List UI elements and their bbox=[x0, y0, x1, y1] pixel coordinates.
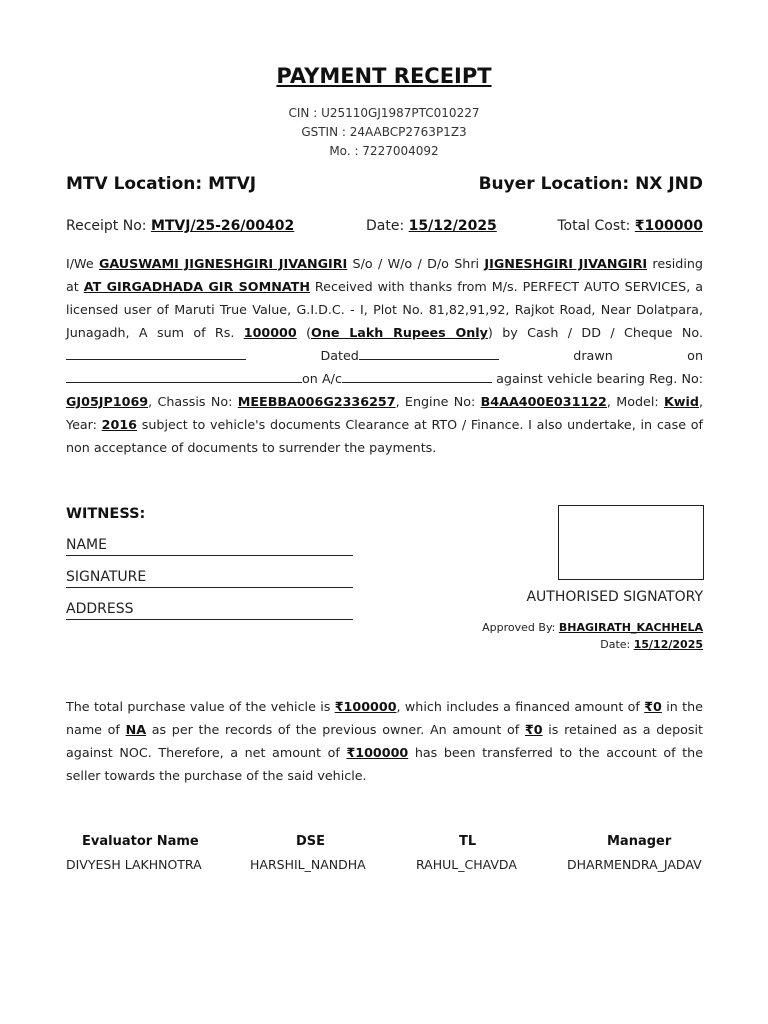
body-text: against vehicle bearing Reg. No: bbox=[491, 371, 703, 386]
account-blank bbox=[342, 369, 492, 383]
evaluator-role: Evaluator Name bbox=[82, 834, 199, 849]
previous-owner-name: NA bbox=[125, 722, 147, 737]
summary-text: as per the records of the previous owner. An amount of bbox=[146, 722, 525, 737]
witness-name-line: NAME bbox=[66, 537, 353, 556]
dse-role: DSE bbox=[296, 834, 326, 849]
chassis-number: MEEBBA006G2336257 bbox=[237, 394, 396, 409]
approval-date-value: 15/12/2025 bbox=[633, 638, 703, 651]
total-cost-label: Total Cost: bbox=[557, 218, 635, 234]
approval-date-label: Date: bbox=[600, 638, 634, 651]
authorised-signatory-label: AUTHORISED SIGNATORY bbox=[526, 589, 703, 605]
reg-number: GJ05JP1069 bbox=[66, 394, 149, 409]
manager-role: Manager bbox=[607, 834, 672, 849]
summary-paragraph bbox=[66, 695, 703, 787]
receipt-date-value: 15/12/2025 bbox=[408, 218, 497, 234]
amount-words: One Lakh Rupees Only bbox=[311, 325, 488, 340]
witness-signature-line: SIGNATURE bbox=[66, 569, 353, 588]
amount-figure: 100000 bbox=[243, 325, 297, 340]
receipt-date bbox=[366, 218, 497, 234]
body-text: S/o / W/o / D/o Shri bbox=[347, 256, 485, 271]
mobile-text: Mo. : 7227004092 bbox=[329, 144, 439, 158]
engine-number: B4AA400E031122 bbox=[480, 394, 607, 409]
cheque-no-blank bbox=[66, 346, 246, 360]
financed-amount: ₹0 bbox=[644, 699, 662, 714]
approved-by-value: BHAGIRATH_KACHHELA bbox=[558, 621, 703, 634]
tl-role: TL bbox=[459, 834, 477, 849]
total-purchase-value: ₹100000 bbox=[334, 699, 397, 714]
body-text: , Engine No: bbox=[395, 394, 481, 409]
evaluator-name: DIVYESH LAKHNOTRA bbox=[66, 857, 202, 872]
summary-text: has been transferred to the account of the seller towards the purchase of the said vehicle. bbox=[66, 745, 704, 783]
approved-by bbox=[482, 621, 703, 634]
witness-address-line: ADDRESS bbox=[66, 601, 353, 620]
body-text: I/We bbox=[66, 256, 99, 271]
body-text: residing at bbox=[66, 256, 703, 294]
receipt-number-label: Receipt No: bbox=[66, 218, 151, 234]
payer-name: GAUSWAMI JIGNESHGIRI JIVANGIRI bbox=[98, 256, 348, 271]
mtv-location: MTV Location: MTVJ bbox=[66, 174, 257, 194]
vehicle-model: Kwid bbox=[663, 394, 699, 409]
body-text: , Year: bbox=[66, 394, 703, 432]
page-title: PAYMENT RECEIPT bbox=[276, 64, 492, 88]
signature-box bbox=[558, 505, 704, 580]
body-text: ) by Cash / DD / Cheque No. bbox=[487, 325, 703, 340]
approval-date bbox=[600, 638, 703, 651]
summary-text: is retained as a deposit against NOC. Therefore, a net amount of bbox=[66, 722, 703, 760]
receipt-number bbox=[66, 218, 294, 234]
approved-by-label: Approved By: bbox=[482, 621, 559, 634]
summary-text: in the name of bbox=[66, 699, 703, 737]
body-text: , Chassis No: bbox=[148, 394, 238, 409]
receipt-date-label: Date: bbox=[366, 218, 409, 234]
payer-address: AT GIRGADHADA GIR SOMNATH bbox=[83, 279, 310, 294]
father-name: JIGNESHGIRI JIVANGIRI bbox=[484, 256, 648, 271]
dated-blank bbox=[359, 346, 499, 360]
summary-text: , which includes a financed amount of bbox=[396, 699, 645, 714]
body-text: on A/c bbox=[302, 371, 342, 386]
cin-text: CIN : U25110GJ1987PTC010227 bbox=[288, 106, 480, 120]
vehicle-year: 2016 bbox=[101, 417, 137, 432]
body-text: drawn on bbox=[498, 348, 703, 363]
body-text: Dated bbox=[246, 348, 359, 363]
buyer-location: Buyer Location: NX JND bbox=[478, 174, 703, 194]
witness-heading: WITNESS: bbox=[66, 506, 146, 522]
body-text: Received with thanks from M/s. PERFECT AUTO SERVICES, a licensed user of Maruti True Value, G.I.D.C. - I, Plot No. 81,82,91,92, Rajkot Road, Near Dolatpara, Junagadh, A sum of Rs. bbox=[66, 279, 703, 340]
tl-name: RAHUL_CHAVDA bbox=[416, 857, 517, 872]
receipt-body bbox=[66, 252, 703, 459]
gstin-text: GSTIN : 24AABCP2763P1Z3 bbox=[301, 125, 467, 139]
body-text: ( bbox=[296, 325, 312, 340]
total-cost bbox=[557, 218, 703, 234]
body-text: subject to vehicle's documents Clearance at RTO / Finance. I also undertake, in case of non acceptance of documents to surrender the payments. bbox=[66, 417, 703, 455]
body-text: , Model: bbox=[606, 394, 664, 409]
net-amount: ₹100000 bbox=[346, 745, 409, 760]
summary-text: The total purchase value of the vehicle is bbox=[66, 699, 335, 714]
dse-name: HARSHIL_NANDHA bbox=[250, 857, 366, 872]
manager-name: DHARMENDRA_JADAV bbox=[567, 857, 702, 872]
drawn-on-blank bbox=[66, 369, 302, 383]
receipt-number-value: MTVJ/25-26/00402 bbox=[150, 218, 295, 234]
total-cost-value: ₹100000 bbox=[634, 218, 703, 234]
retained-amount: ₹0 bbox=[524, 722, 543, 737]
